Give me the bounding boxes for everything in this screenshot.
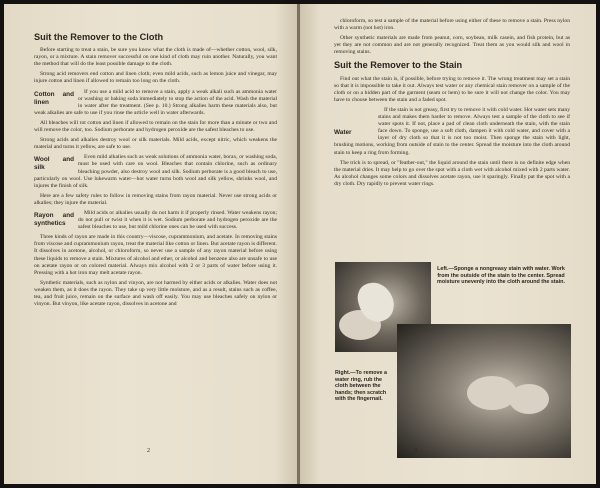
paragraph: Other synthetic materials are made from peanut, corn, soybean, milk casein, and fish protein, but as yet they are not common and are not generally recognized. Treat them as you would silk and wool in removing stains. <box>334 35 570 56</box>
paragraph: chloroform, so test a sample of the material before using either of these to remove a stain. Press nylon with a warm (not hot) iron. <box>334 18 570 32</box>
page-number-right: 3 <box>414 448 417 454</box>
paragraph: The trick is to spread, or "feather-out," the liquid around the stain until there is no definite edge when the material dries. It may help to go over the spot with a cloth wet with alcohol mixed with 2 parts water. As alcohol changes some colors and dissolves acetate rayon, use it sparingly. Finally pat the spot with a dry cloth. Dry rapidly to prevent water rings. <box>334 159 570 187</box>
right-text-column <box>334 18 570 191</box>
sidehead-wool-silk: Wool and silk <box>34 156 74 172</box>
paragraph-with-sidehead <box>34 89 277 117</box>
paragraph-text: Mild acids or alkalies usually do not harm it if properly rinsed. Water weakens rayon; do not pull or twist it when it is wet. Sodium perborate and hydrogen peroxide are the safest bleaches to use, but mild chlorine ones can be used with success. <box>78 209 277 231</box>
left-page <box>4 4 298 484</box>
paragraph: All bleaches will rot cotton and linen if allowed to remain on the stain for more than a minute or two and will remove the color, too. Sodium perborate and hydrogen peroxide are the safest bleaches to use. <box>34 119 277 134</box>
photo-rubbing-water-ring <box>397 324 571 458</box>
paragraph: Here are a few safety rules to follow in removing stains from rayon material. Never use strong acids or alkalies; they injure the material. <box>34 192 277 206</box>
left-page-title: Suit the Remover to the Cloth <box>34 32 164 42</box>
paragraph: Before starting to treat a stain, be sure you know what the cloth is made of—whether cotton, wool, silk, rayon, or a mixture. A stain remover successful on one kind of cloth may ruin another. Naturally, you want the method that will do the least possible damage to the cloth. <box>34 47 277 68</box>
booklet-spread <box>4 4 596 484</box>
right-page-title: Suit the Remover to the Stain <box>334 60 463 71</box>
paragraph-text: If the stain is not greasy, first try to remove it with cold water. Hot water sets many stains and makes them harder to remove. Always test a sample of the cloth to see if water spots it. If not, place a pad of clean cloth underneath the stain, with the stain face down. To sponge, use a soft cloth, dampen it with cold water, and cover with a layer of dry cloth so that it is not too moist. Then sponge the stain with light, brushing motions, working from outside of stain to the center. Spread the moisture into the cloth around stain to keep a ring from forming. <box>334 106 570 156</box>
hand-shape <box>509 384 549 414</box>
sidehead-rayon-synthetics: Rayon and synthetics <box>34 211 74 227</box>
paragraph: Find out what the stain is, if possible, before trying to remove it. The wrong treatment may set a stain so that it is impossible to take it out. Always test water or any chemical stain remover on a sample of the cloth or on a hidden part of the garment (seam or hem) to be sure it will not change the color. You may have to choose between the stain and a faded spot. <box>334 75 570 103</box>
sidehead-cotton-linen: Cotton and linen <box>34 90 74 106</box>
paragraph: Strong acid removers end cotton and linen cloth; even mild acids, such as lemon juice and vinegar, may injure cotton and linen if allowed to remain too long on the cloth. <box>34 71 277 85</box>
page-number-left: 2 <box>147 448 150 454</box>
caption-left: Left.—Sponge a nongreasy stain with water. Work from the outside of the stain to the center. Spread moisture unevenly into the cloth around the stain. <box>437 266 565 286</box>
paragraph-text: Even mild alkalies such as weak solutions of ammonia water, borax, or washing soda, must be used with care on wool. Bleaches that contain chlorine, such as ordinary bleaching powder, also destroy wool and silk. Sodium perborate is a good bleach to use, particularly on wool. Use lukewarm water—hot water turns both wool and silk yellow, shrinks wool, and injures the finish of silk. <box>34 154 277 189</box>
left-text-column <box>34 34 277 311</box>
paragraph-text: If you use a mild acid to remove a stain, apply a weak alkali such as ammonia water or washing or baking soda immediately to stop the action of the acid. Wash the material in water after the treatment. (See p. 10.) Strong alkalies harm these materials also, but weak alkalies are safe to use if you rinse the article well in water afterwards. <box>34 88 277 116</box>
paragraph-with-sidehead <box>34 210 277 231</box>
paragraph: Synthetic materials, such as nylon and vinyon, are not harmed by either acids or alkalies. Water does not weaken them, as it does the rayon. They take up very little moisture, and as a result, stains such as coffee, tea, and fruit juice, remain on the surface and wash off easily. You may use bleaches safely on nylon or vinyon. But vinyon, like acetate rayon, dissolves in acetone and <box>34 279 277 308</box>
sidehead-water: Water <box>334 128 352 136</box>
photo-illustrations <box>335 262 571 458</box>
paragraph: Three kinds of rayon are made in this country—viscose, cuprammonium, and acetate. In removing stains from viscose and cuprammonium rayon, treat the material like cotton or linen. But acetate rayon is different. It dissolves in acetone, alcohol, or chloroform, so never use a sample of any rayon material before using these liquids to remove a stain. Mixtures of alcohol and ether, or alcohol and benzene also are unsafe to use on acetate rayon or on colored material. Always mix alcohol with 2 or 3 parts of water before using it. Pressing with a hot iron may melt acetate rayon. <box>34 234 277 276</box>
paragraph-with-sidehead <box>34 154 277 189</box>
paragraph-with-sidehead <box>334 107 570 157</box>
right-page <box>300 4 596 484</box>
caption-right: Right.—To remove a water ring, rub the cloth between the hands; then scratch with the fingernail. <box>335 370 388 403</box>
paragraph: Strong acids and alkalies destroy wool or silk materials. Mild acids, except nitric, which weakens the material and turns it yellow, are safe to use. <box>34 137 277 151</box>
